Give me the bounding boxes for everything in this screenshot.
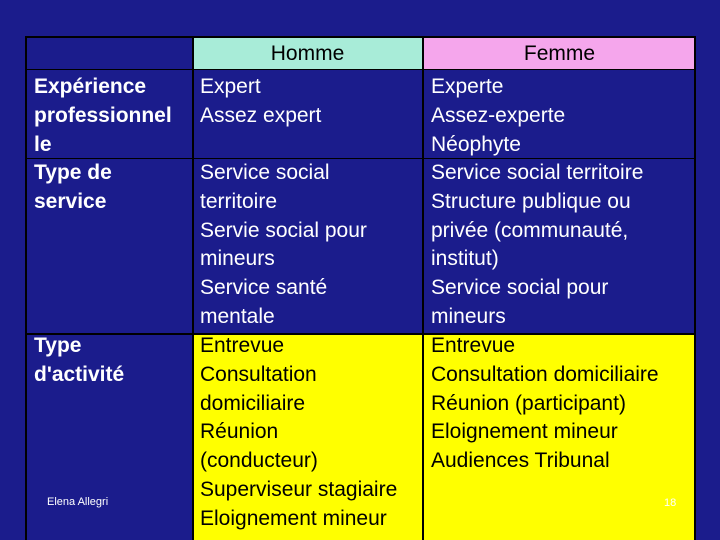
column-divider-2 <box>422 36 424 540</box>
cell-line: domiciliaire <box>200 391 306 415</box>
cell-line: Eloignement mineur <box>431 420 618 444</box>
cell-line: Néophyte <box>431 132 521 156</box>
table-border-left <box>25 36 27 540</box>
cell-line: Audiences Tribunal <box>431 449 610 473</box>
cell-service-femme <box>431 159 643 332</box>
row-label-activite <box>34 332 124 390</box>
row-label-line: Expérience <box>34 75 147 98</box>
row-divider-header <box>25 69 696 70</box>
row-label-service <box>34 159 112 217</box>
cell-line: Experte <box>431 75 504 98</box>
cell-line: territoire <box>200 189 278 213</box>
row-label-experience <box>34 73 172 159</box>
cell-line: Service social territoire <box>431 161 644 184</box>
cell-line: Superviseur stagiaire <box>200 477 398 501</box>
cell-line: Entrevue <box>200 334 285 357</box>
cell-line: institut) <box>431 247 499 271</box>
cell-line: mineurs <box>431 304 506 328</box>
row-label-line: Type de <box>34 161 112 184</box>
row-label-line: d'activité <box>34 362 125 386</box>
header-homme: Homme <box>270 42 345 65</box>
cell-line: Service social <box>200 161 330 184</box>
cell-experience-femme <box>431 73 565 159</box>
cell-line: Expert <box>200 75 261 98</box>
cell-line: Réunion (participant) <box>431 391 626 415</box>
cell-line: mineurs <box>200 247 275 271</box>
cell-line: Réunion <box>200 420 279 444</box>
cell-line: Service santé <box>200 276 328 300</box>
row-label-line: professionnel <box>34 103 172 127</box>
row-label-line: Type <box>34 334 82 357</box>
cell-line: Service social pour <box>431 276 609 300</box>
column-divider-1 <box>192 36 194 540</box>
cell-line: privée (communauté, <box>431 218 629 242</box>
cell-line: Assez-experte <box>431 103 566 127</box>
table-border-right <box>694 36 696 540</box>
cell-line: Eloignement mineur <box>200 506 387 530</box>
row-label-line: service <box>34 189 107 213</box>
cell-line: Consultation domiciliaire <box>431 362 659 386</box>
cell-activite-femme <box>431 332 659 476</box>
cell-line: Consultation <box>200 362 317 386</box>
footer-author: Elena Allegri <box>47 496 109 508</box>
header-femme: Femme <box>523 42 596 65</box>
cell-line: Entrevue <box>431 334 516 357</box>
cell-line: Assez expert <box>200 103 322 127</box>
cell-experience-homme <box>200 73 321 131</box>
table-border-top <box>25 36 696 38</box>
cell-activite-homme <box>200 332 397 534</box>
cell-service-homme <box>200 159 367 332</box>
cell-line: Servie social pour <box>200 218 367 242</box>
cell-line: mentale <box>200 304 275 328</box>
page-number: 18 <box>664 497 677 509</box>
cell-line: (conducteur) <box>200 449 318 473</box>
row-label-line: le <box>34 132 52 156</box>
cell-line: Structure publique ou <box>431 189 631 213</box>
